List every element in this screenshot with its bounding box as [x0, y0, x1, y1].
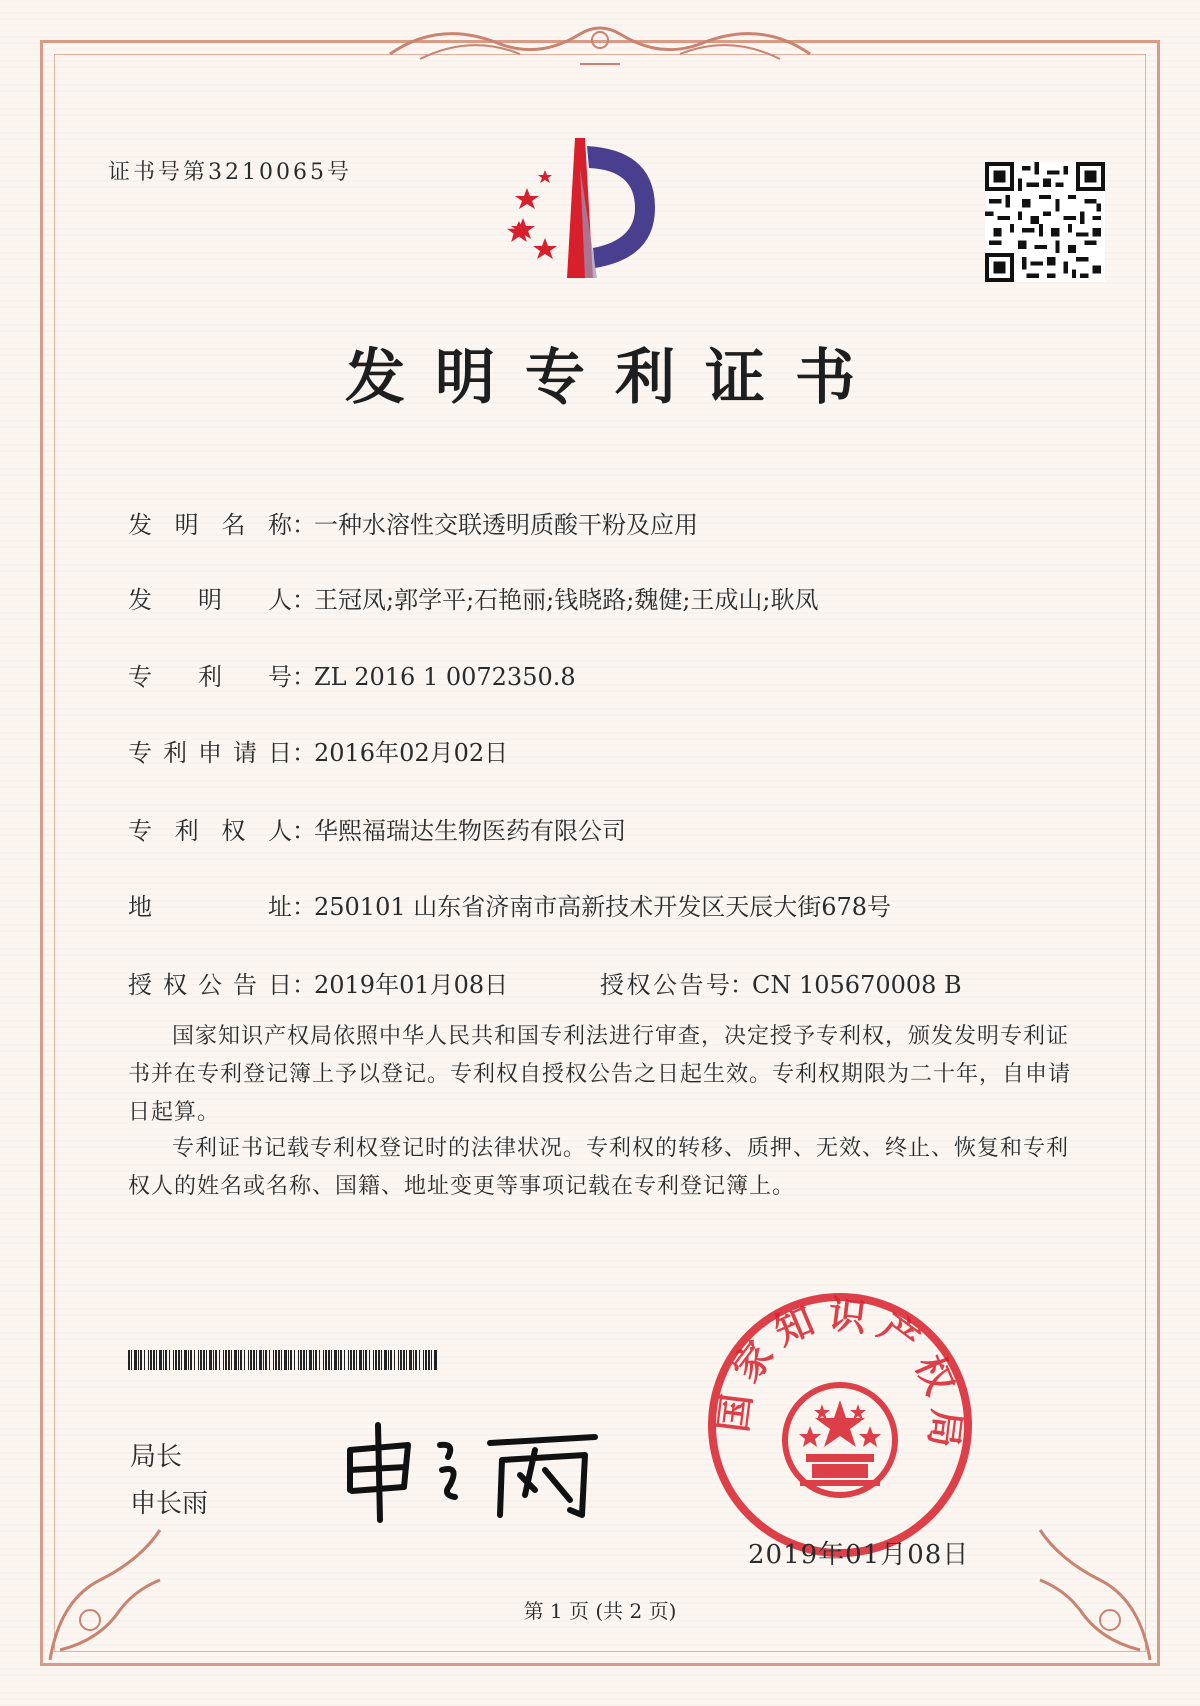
paragraph-grant-statement: 国家知识产权局依照中华人民共和国专利法进行审查，决定授予专利权，颁发发明专利证书并在专利登记簿上予以登记。专利权自授权公告之日起生效。专利权期限为二十年，自申请日起算。: [128, 1024, 1072, 1125]
field-value: 2016年02月02日: [314, 739, 509, 767]
field-value: 华熙福瑞达生物医药有限公司: [314, 817, 626, 845]
field-label: 专利号: [128, 663, 292, 691]
field-value: 250101 山东省济南市高新技术开发区天辰大街678号: [314, 893, 892, 921]
handwritten-signature: [330, 1415, 610, 1525]
field-value: 一种水溶性交联透明质酸干粉及应用: [314, 511, 698, 539]
field-invention-name: 发明名称：一种水溶性交联透明质酸干粉及应用: [128, 505, 698, 540]
barcode-icon: [128, 1350, 438, 1370]
official-seal: [705, 1290, 975, 1560]
field-grant-date: 授权公告日：2019年01月08日: [128, 965, 508, 1000]
svg-text:国家知识产权局: 国家知识产权局: [711, 1291, 969, 1460]
page-number: 第 1 页 (共 2 页): [523, 1599, 677, 1623]
field-label: 发明名称: [128, 511, 292, 539]
field-value: ZL 2016 1 0072350.8: [314, 663, 576, 691]
field-label: 专利申请日: [128, 739, 292, 767]
signatory-name: 申长雨: [130, 1489, 209, 1519]
field-label: 地址: [128, 893, 292, 921]
qr-code-icon: [985, 162, 1105, 282]
field-patent-number: 专利号：ZL 2016 1 0072350.8: [128, 657, 576, 692]
field-patentee: 专利权人：华熙福瑞达生物医药有限公司: [128, 811, 626, 846]
field-value: CN 105670008 B: [752, 971, 962, 999]
field-label: 发明人: [128, 586, 292, 614]
field-value: 2019年01月08日: [314, 971, 509, 999]
field-application-date: 专利申请日：2016年02月02日: [128, 733, 508, 768]
field-address: 地址：250101 山东省济南市高新技术开发区天辰大街678号: [128, 887, 891, 922]
field-label: 授权公告号: [600, 971, 730, 999]
cnipa-emblem-icon: [505, 128, 705, 288]
field-label: 专利权人: [128, 817, 292, 845]
top-ornament: [380, 14, 820, 74]
certificate-number: 证书号第3210065号: [108, 160, 352, 185]
field-value: 王冠凤;郭学平;石艳丽;钱晓路;魏健;王成山;耿凤: [314, 586, 819, 614]
field-label: 授权公告日: [128, 971, 292, 999]
inner-frame: [54, 54, 1146, 1652]
paragraph-legal-status: 专利证书记载专利权登记时的法律状况。专利权的转移、质押、无效、终止、恢复和专利权人的姓名或名称、国籍、地址变更等事项记载在专利登记簿上。: [128, 1136, 1070, 1199]
certificate-title: 发明专利证书: [345, 343, 885, 413]
signatory-title: 局长: [130, 1442, 183, 1472]
field-grant-number: 授权公告号：CN 105670008 B: [600, 965, 962, 1000]
seal-date: 2019年01月08日: [748, 1540, 970, 1570]
field-inventors: 发明人：王冠凤;郭学平;石艳丽;钱晓路;魏健;王成山;耿凤: [128, 580, 819, 615]
